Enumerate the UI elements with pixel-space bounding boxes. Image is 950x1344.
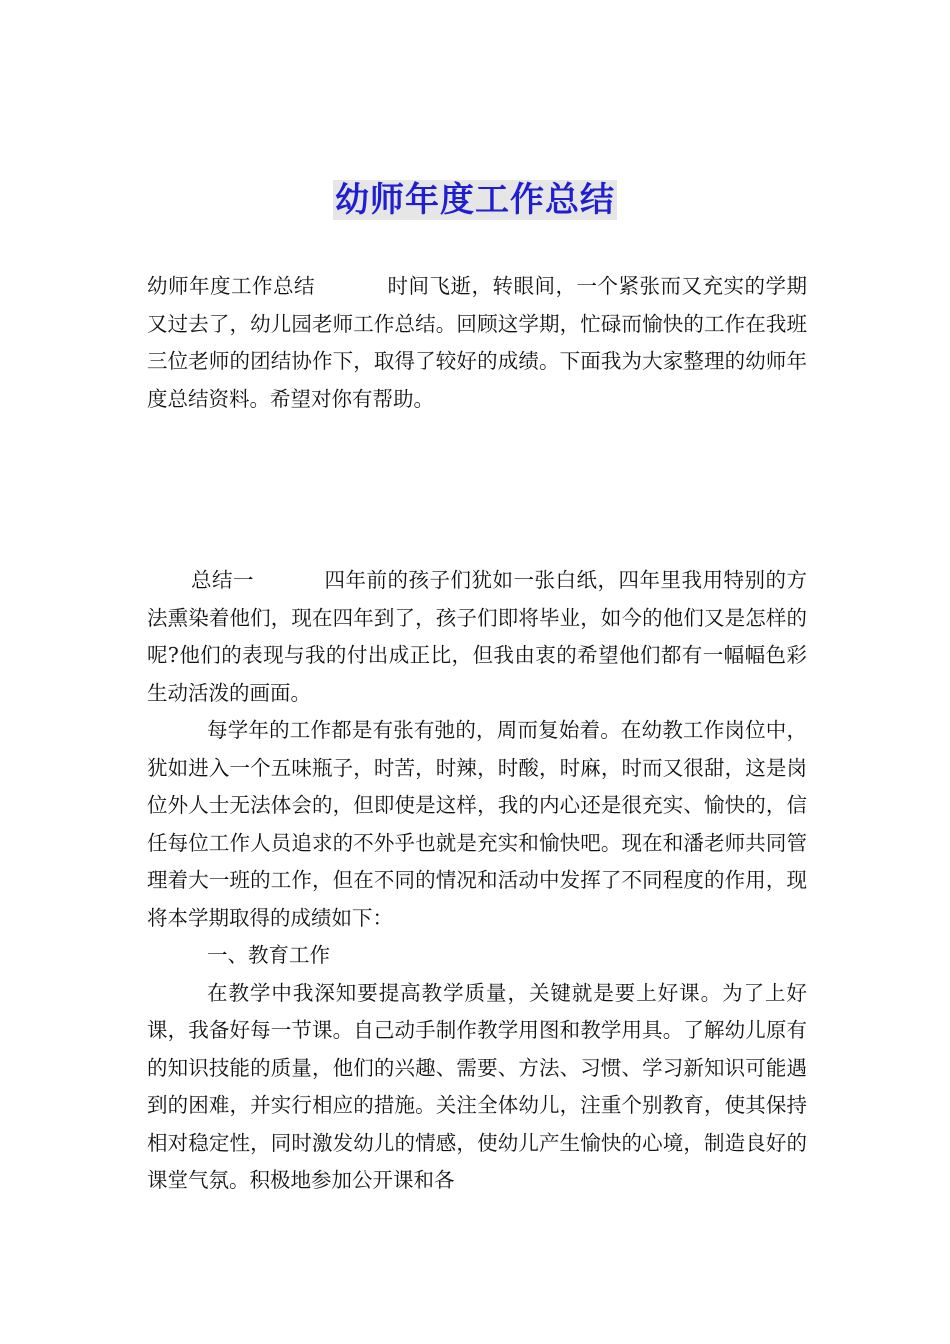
document-title-text: 幼师年度工作总结 [335, 180, 615, 220]
summary-one-paragraph-1 [147, 562, 807, 712]
summary-one-label: 总结一 [191, 568, 254, 592]
section-heading-education: 一、教育工作 [207, 943, 330, 967]
summary-one-paragraph-3: 在教学中我深知要提高教学质量，关键就是要上好课。为了上好课，我备好每一节课。自己动手制作教学用图和教学用具。了解幼儿原有的知识技能的质量，他们的兴趣、需要、方法、习惯、学习新知识可能遇到的困难，并实行相应的措施。关注全体幼儿，注重个别教育，使其保持相对稳定性，同时激发幼儿的情感，使幼儿产生愉快的心境，制造良好的课堂气氛。积极地参加公开课和各 [147, 980, 807, 1192]
summary-one-section [147, 562, 807, 1200]
intro-paragraph [147, 268, 807, 418]
intro-label: 幼师年度工作总结 [147, 274, 315, 298]
summary-one-p1-text: 四年前的孩子们犹如一张白纸，四年里我用特别的方法熏染着他们，现在四年到了，孩子们即将毕业，如今的他们又是怎样的呢?他们的表现与我的付出成正比，但我由衷的希望他们都有一幅幅色彩生动活泼的画面。 [147, 568, 807, 705]
intro-text: 时间飞逝，转眼间，一个紧张而又充实的学期又过去了，幼儿园老师工作总结。回顾这学期，忙碌而愉快的工作在我班三位老师的团结协作下，取得了较好的成绩。下面我为大家整理的幼师年度总结资料。希望对你有帮助。 [147, 274, 807, 411]
summary-one-paragraph-2: 每学年的工作都是有张有弛的，周而复始着。在幼教工作岗位中，犹如进入一个五味瓶子，时苦，时辣，时酸，时麻，时而又很甜，这是岗位外人士无法体会的，但即使是这样，我的内心还是很充实、愉快的，信任每位工作人员追求的不外乎也就是充实和愉快吧。现在和潘老师共同管理着大一班的工作，但在不同的情况和活动中发挥了不同程度的作用，现将本学期取得的成绩如下： [147, 718, 807, 930]
document-title [0, 178, 950, 222]
